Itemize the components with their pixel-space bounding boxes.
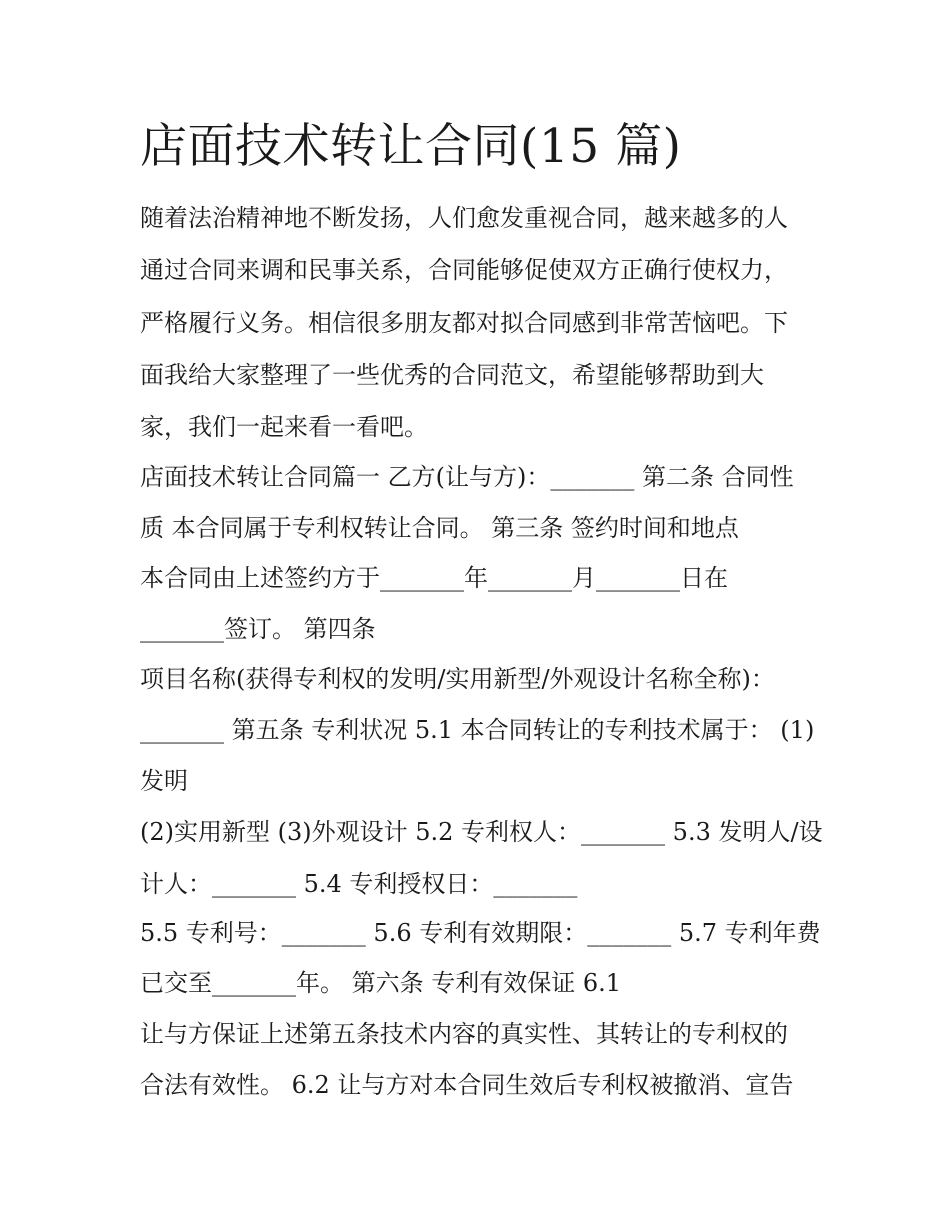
- paragraph-line: 让与方保证上述第五条技术内容的真实性、其转让的专利权的: [140, 1020, 788, 1048]
- paragraph-line: 合法有效性。 6.2 让与方对本合同生效后专利权被撤消、宣告: [140, 1071, 794, 1099]
- paragraph-line: 质 本合同属于专利权转让合同。 第三条 签约时间和地点: [140, 514, 739, 542]
- paragraph-line: 项目名称(获得专利权的发明/实用新型/外观设计名称全称)：: [140, 665, 775, 693]
- paragraph-line: 计人：_______ 5.4 专利授权日：_______: [140, 870, 578, 898]
- document-title: 店面技术转让合同(15 篇): [140, 119, 682, 174]
- paragraph-line: 通过合同来调和民事关系，合同能够促使双方正确行使权力，: [140, 256, 788, 284]
- paragraph-line: 面我给大家整理了一些优秀的合同范文，希望能够帮助到大: [140, 361, 764, 389]
- paragraph-line: 发明: [140, 767, 188, 795]
- paragraph-line: (2)实用新型 (3)外观设计 5.2 专利权人：_______ 5.3 发明人/设: [140, 818, 823, 846]
- paragraph-line: 家，我们一起来看一看吧。: [140, 413, 428, 441]
- paragraph-line: 已交至_______年。 第六条 专利有效保证 6.1: [140, 969, 622, 997]
- paragraph-line: 本合同由上述签约方于_______年_______月_______日在: [140, 564, 728, 592]
- paragraph-line: 严格履行义务。相信很多朋友都对拟合同感到非常苦恼吧。下: [140, 309, 788, 337]
- paragraph-line: 随着法治精神地不断发扬，人们愈发重视合同，越来越多的人: [140, 204, 788, 232]
- paragraph-line: 5.5 专利号：_______ 5.6 专利有效期限：_______ 5.7 专利年费: [140, 919, 821, 947]
- paragraph-line: _______ 第五条 专利状况 5.1 本合同转让的专利技术属于： (1): [140, 716, 815, 744]
- paragraph-line: _______签订。 第四条: [140, 615, 376, 643]
- paragraph-line: 店面技术转让合同篇一 乙方(让与方)：_______ 第二条 合同性: [140, 463, 794, 491]
